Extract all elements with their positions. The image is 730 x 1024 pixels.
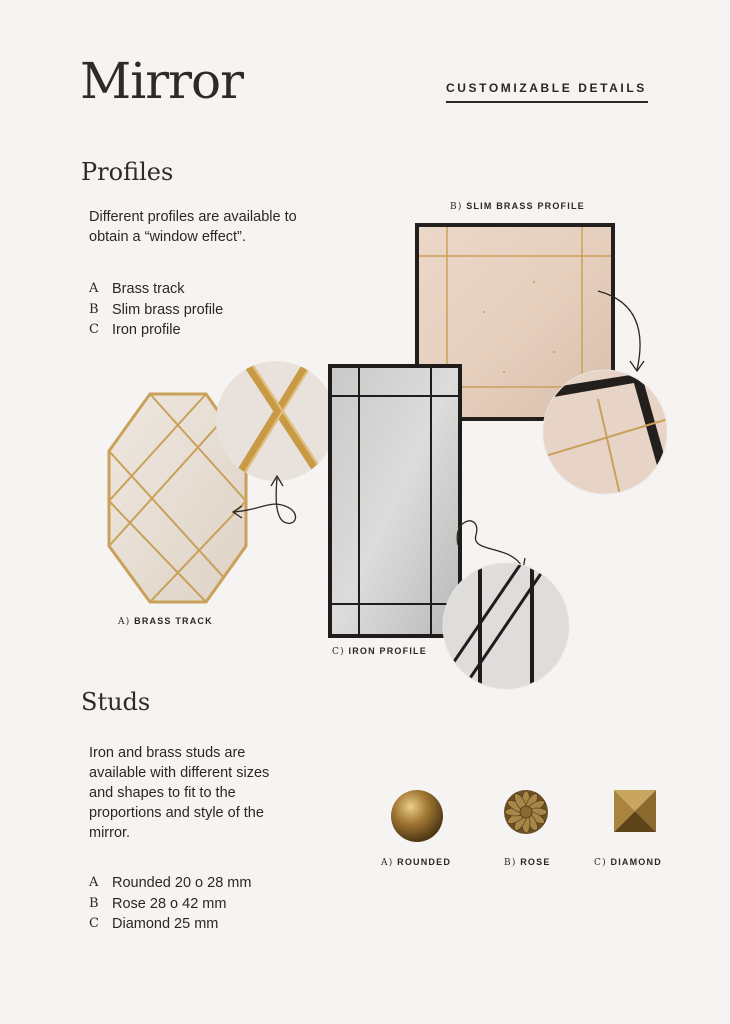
- list-item: [89, 281, 223, 302]
- arrow-icon: [592, 285, 652, 380]
- list-letter: B: [89, 301, 99, 317]
- diamond-caption: C) DIAMOND: [594, 857, 662, 868]
- slim-brass-caption: B) SLIM BRASS PROFILE: [450, 201, 585, 212]
- customizable-details-link[interactable]: CUSTOMIZABLE DETAILS: [446, 81, 648, 103]
- list-letter: C: [89, 916, 99, 931]
- rounded-stud-image: [389, 788, 445, 844]
- rose-caption: B) ROSE: [504, 857, 551, 868]
- list-letter: A: [89, 281, 99, 296]
- slim-brass-detail-image: [542, 369, 668, 495]
- list-item: [89, 302, 223, 323]
- list-label: Rose 28 o 42 mm: [112, 895, 227, 912]
- iron-profile-caption: C) IRON PROFILE: [332, 646, 427, 657]
- list-label: Diamond 25 mm: [112, 916, 219, 932]
- list-label: Brass track: [112, 281, 185, 297]
- page-title: Mirror: [80, 52, 243, 110]
- studs-description: Iron and brass studs are available with different sizes and shapes to fit to the proportions and style of the mirror.: [89, 745, 270, 841]
- arrow-icon: [230, 470, 302, 530]
- list-letter: A: [89, 875, 99, 890]
- studs-title: Studs: [81, 688, 151, 716]
- list-label: Slim brass profile: [112, 301, 224, 318]
- rounded-caption: A) ROUNDED: [381, 857, 452, 868]
- profiles-description: Different profiles are available to obtain a “window effect”.: [89, 209, 297, 245]
- diamond-stud-image: [612, 788, 658, 834]
- list-item: [89, 916, 251, 937]
- brass-track-detail-image: [215, 360, 337, 482]
- profiles-list: [89, 281, 223, 343]
- list-item: [89, 322, 223, 343]
- brass-track-caption: A) BRASS TRACK: [118, 616, 213, 627]
- studs-list: [89, 875, 251, 937]
- list-label: Iron profile: [112, 322, 181, 338]
- rose-stud-image: [502, 788, 550, 836]
- profiles-title: Profiles: [81, 158, 174, 186]
- iron-profile-detail-image: [442, 562, 570, 690]
- list-item: [89, 875, 251, 896]
- list-letter: C: [89, 322, 99, 337]
- list-label: Rounded 20 o 28 mm: [112, 875, 252, 891]
- list-item: [89, 896, 251, 917]
- list-letter: B: [89, 895, 99, 911]
